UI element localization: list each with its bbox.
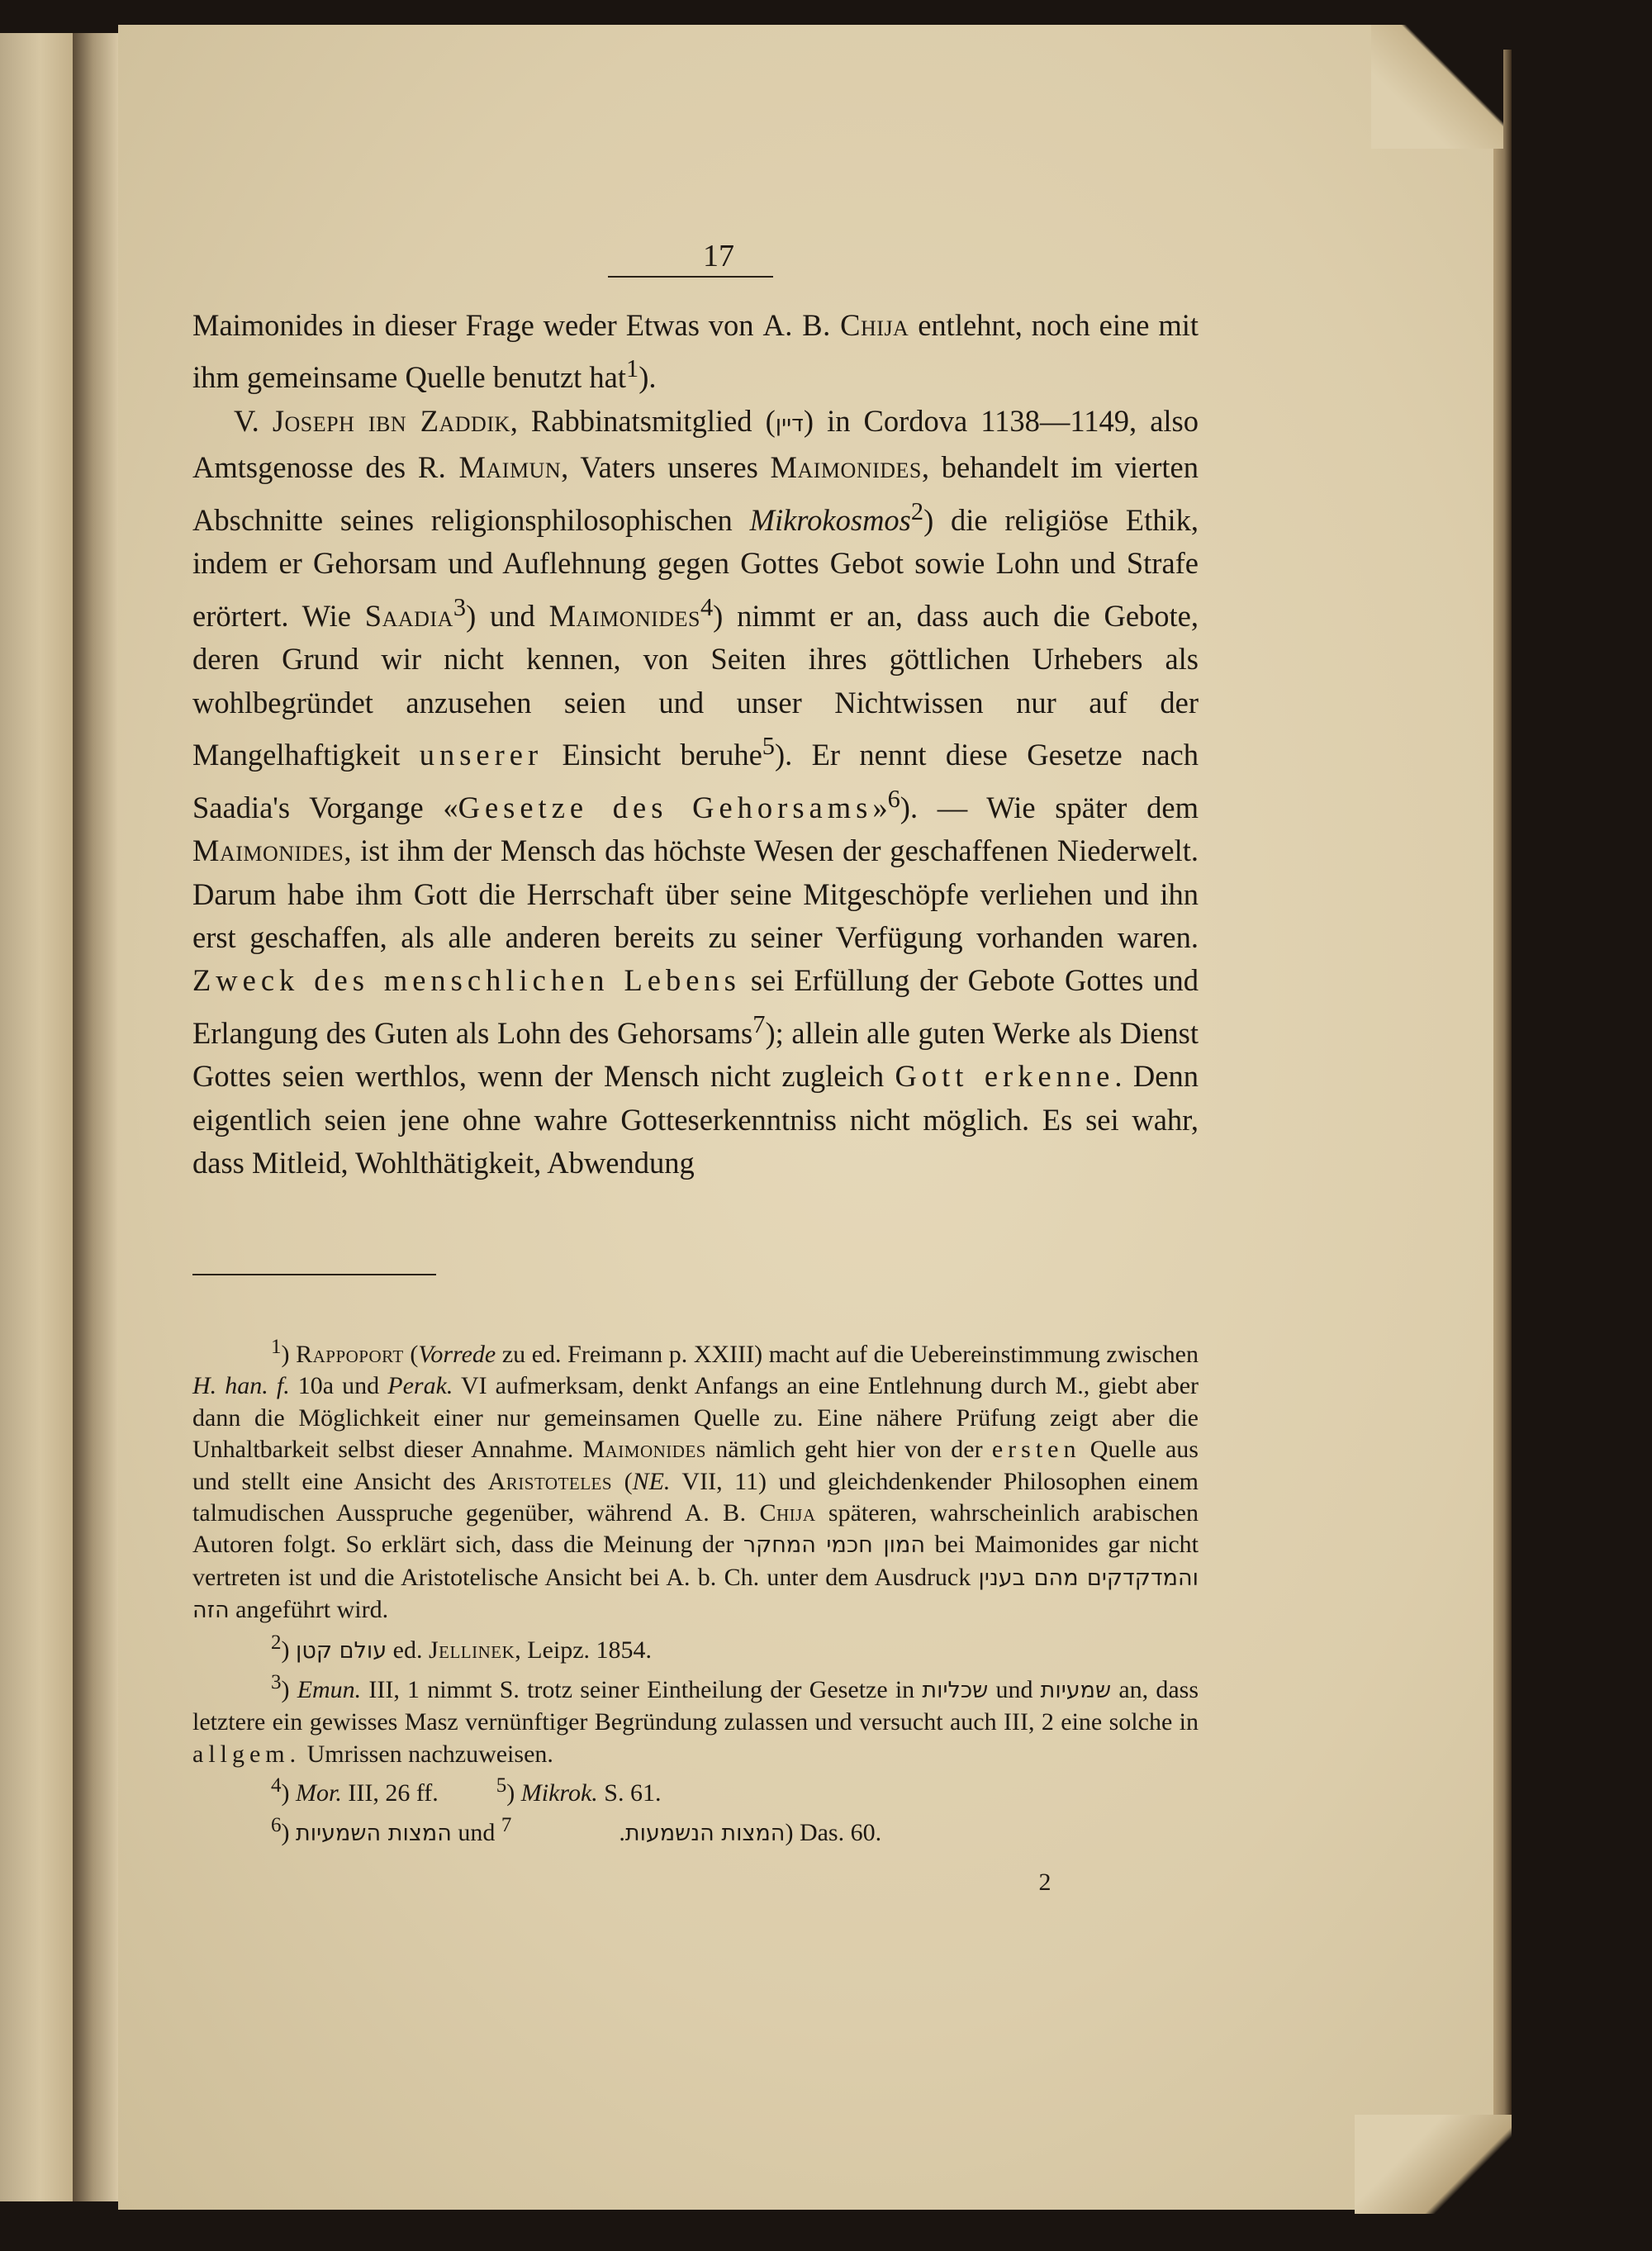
text-run: bei Maimonides gar nicht vertreten ist und die Aristotelische Ansicht bei A. b. Ch. unter dem Ausdruck (192, 1531, 1199, 1591)
text-run: ). Er nennt diese Gesetze nach Saadia's Vorgange « (192, 738, 1199, 824)
footnote-ref: 1 (626, 354, 639, 383)
page-number: 17 (703, 239, 734, 273)
torn-corner-top (1371, 25, 1503, 149)
book-title: Vorrede (418, 1341, 496, 1368)
footnote-ref: 6 (887, 784, 900, 813)
author-name: Aristoteles (487, 1467, 613, 1495)
text-run: ) nimmt er an, dass auch die Gebote, deren Grund wir nicht kennen, von Seiten ihres göttlichen Urhebers als wohlbegründet anzusehen seien und unser Nichtwissen nur auf der Mangelhaftigkeit (192, 598, 1199, 772)
text-run: späteren, wahrscheinlich arabischen Autoren folgt. So erklärt sich, dass die Meinung der (192, 1499, 1199, 1559)
facing-page-edge (0, 33, 75, 2201)
footnote-mark: 6 (271, 1813, 282, 1836)
signature-mark: 2 (1038, 1869, 1051, 1896)
text-run: angeführt wird. (229, 1596, 389, 1624)
spaced-emphasis: Gesetze des Gehorsams (458, 790, 873, 824)
text-run: entlehnt, noch eine mit ihm gemeinsame Quelle benutzt hat (192, 308, 1199, 395)
text-run: ( (612, 1467, 633, 1495)
text-run: VI aufmerksam, denkt Anfangs an eine Entlehnung durch M., giebt aber dann die Möglichkeit einer nur gemeinsamen Quelle zu. Eine nähere Prüfung zeigt aber die Unhaltbarkeit selbst dieser Annahme. (192, 1372, 1199, 1464)
author-name: Jellinek (428, 1636, 515, 1664)
author-name: Maimonides (548, 598, 700, 633)
text-run: ). (638, 360, 657, 395)
text-run: » (872, 790, 888, 824)
torn-corner-bottom (1355, 2115, 1512, 2214)
text-run: , ist ihm der Mensch das höchste Wesen der geschaffenen Niederwelt. Darum habe ihm Gott die Herrschaft über seine Mitgeschöpfe verliehen und ihn erst geschaffen, als alle anderen bereits zu seiner Verfügung vorhanden waren. (192, 833, 1199, 955)
paragraph-section-v (192, 400, 1199, 1185)
book-gutter (73, 33, 118, 2201)
author-name: Maimonides (770, 450, 922, 485)
text-run: V. (234, 403, 273, 438)
footnote-2 (192, 1627, 1199, 1667)
footnote-ref: 2 (910, 496, 924, 525)
text-run: VII, 11) und gleichdenkender Philosophen einem talmudischen Ausspruche gegenüber, während (192, 1467, 1199, 1527)
text-run: zu ed. Freimann p. XXIII) macht auf die Uebereinstimmung zwischen (496, 1341, 1199, 1368)
text-run: S. 61. (597, 1779, 662, 1807)
text-run: ed. (387, 1636, 429, 1664)
text-run: und (988, 1676, 1041, 1704)
book-title: han. (225, 1372, 268, 1400)
author-name: Maimonides (582, 1436, 706, 1464)
book-title: f. (276, 1372, 290, 1400)
footnote-ref: 7 (752, 1009, 766, 1038)
text-run: Umrissen nachzuweisen. (301, 1740, 553, 1768)
hebrew-term: עולם קטן (296, 1637, 387, 1664)
text-run: und (451, 1818, 501, 1846)
footnote-mark: 3 (271, 1671, 282, 1694)
spaced-emphasis: unserer (419, 738, 544, 772)
footnote-3 (192, 1667, 1199, 1770)
hebrew-term: והמדקדקים מהם בענין הזה (192, 1565, 1199, 1624)
text-run: ) die religiöse Ethik, indem er Gehorsam und Auflehnung gegen Gottes Gebot sowie Lohn und Strafe erörtert. Wie (192, 502, 1199, 633)
book-title: Mikrok. (520, 1779, 598, 1807)
hebrew-term: המצות הנשמעות (624, 1820, 786, 1846)
text-run: ) (506, 1779, 521, 1807)
hebrew-term: שמעיות (1040, 1678, 1112, 1704)
footnote-ref: 3 (453, 592, 467, 621)
hebrew-term: דיין (775, 411, 804, 437)
footnote-mark: 4 (271, 1774, 282, 1797)
footnote-6-7 (192, 1810, 1199, 1850)
text-run: ) (281, 1779, 296, 1807)
author-name: A. B. Chija (685, 1499, 816, 1527)
book-title: Mikrokosmos (749, 502, 911, 537)
text-run: Maimonides in dieser Frage weder Etwas von (192, 308, 763, 342)
footnotes (192, 1332, 1199, 1850)
text-run: , Vaters unseres (561, 450, 771, 485)
author-name: Saadia (364, 598, 453, 633)
hebrew-term: שכליות (922, 1678, 989, 1704)
text-run: ). — Wie später dem (900, 790, 1199, 824)
spaced-emphasis: Gott erkenne (895, 1059, 1115, 1094)
text-run: ) (281, 1341, 297, 1368)
footnote-mark: 7 (501, 1813, 512, 1836)
text-run (216, 1372, 225, 1399)
text-run: , Rabbinatsmitglied ( (510, 403, 776, 438)
paragraph-continuation (192, 304, 1199, 400)
body-text (192, 304, 1199, 1185)
text-run: sei Erfüllung der Gebote Gottes und Erlangung des Guten als Lohn des Gehorsams (192, 963, 1199, 1051)
text-run: nämlich geht hier von der (705, 1436, 992, 1464)
book-title: H. (192, 1372, 217, 1400)
spaced-emphasis: ersten (991, 1436, 1081, 1464)
footnote-1 (192, 1332, 1199, 1627)
text-run: an, dass letztere ein gewisses Masz vernünftiger Begründung zulassen und versucht auch III, 2 eine solche in (192, 1676, 1199, 1736)
header-rule (608, 276, 773, 278)
hebrew-term: המון חכמי המחקר (743, 1532, 926, 1559)
author-name: R. Maimun (417, 450, 562, 485)
book-title: Emun. (297, 1676, 362, 1704)
text-run: , Leipz. 1854. (515, 1636, 653, 1664)
text-run: ) Das. 60. (785, 1818, 882, 1846)
book-title: Perak. (387, 1372, 453, 1400)
text-run: Einsicht beruhe (543, 738, 762, 772)
footnote-ref: 5 (762, 732, 775, 761)
footnote-mark: 1 (271, 1336, 282, 1358)
text-run: , behandelt im vierten Abschnitte seines religionsphilosophischen (192, 450, 1199, 537)
author-name: Joseph ibn Zaddik (272, 403, 510, 438)
book-title: NE. (632, 1467, 671, 1495)
text-run: ) in Cordova 1138—1149, also Amtsgenosse des (192, 403, 1199, 485)
footnote-4-5 (192, 1770, 1199, 1809)
footnote-ref: 4 (700, 592, 714, 621)
footnote-rule (192, 1274, 436, 1275)
text-run: 10a und (289, 1372, 388, 1400)
text-run: III, 26 ff. (341, 1779, 439, 1807)
author-name: Rappoport (296, 1341, 404, 1368)
author-name: A. B. Chija (762, 308, 909, 342)
hebrew-term: המצות השמעיות (296, 1820, 452, 1846)
text-run: ) und (466, 598, 549, 633)
footnote-mark: 5 (496, 1774, 507, 1797)
author-name: Maimonides (192, 833, 344, 868)
book-title: Mor. (296, 1779, 342, 1807)
spaced-emphasis: allgem. (192, 1740, 301, 1768)
text-run: . (619, 1818, 625, 1846)
text-run: ) (281, 1676, 297, 1704)
text-run: ( (403, 1341, 419, 1368)
text-run (268, 1372, 277, 1399)
footnote-mark: 2 (271, 1631, 282, 1654)
spaced-emphasis: Zweck des menschlichen Lebens (192, 963, 741, 998)
page-fore-edge (1493, 50, 1512, 2197)
text-run: ) (281, 1818, 296, 1846)
text-run: III, 1 nimmt S. trotz seiner Eintheilung der Gesetze in (361, 1676, 923, 1704)
text-run: . Denn eigentlich seien jene ohne wahre Gotteserkenntniss nicht möglich. Es sei wahr, dass Mitleid, Wohlthätigkeit, Abwendung (192, 1059, 1199, 1180)
text-run: Quelle aus und stellt eine Ansicht des (192, 1436, 1199, 1495)
text-run: ) (281, 1636, 296, 1664)
text-run: ); allein alle guten Werke als Dienst Gottes seien werthlos, wenn der Mensch nicht zugleich (192, 1016, 1199, 1094)
